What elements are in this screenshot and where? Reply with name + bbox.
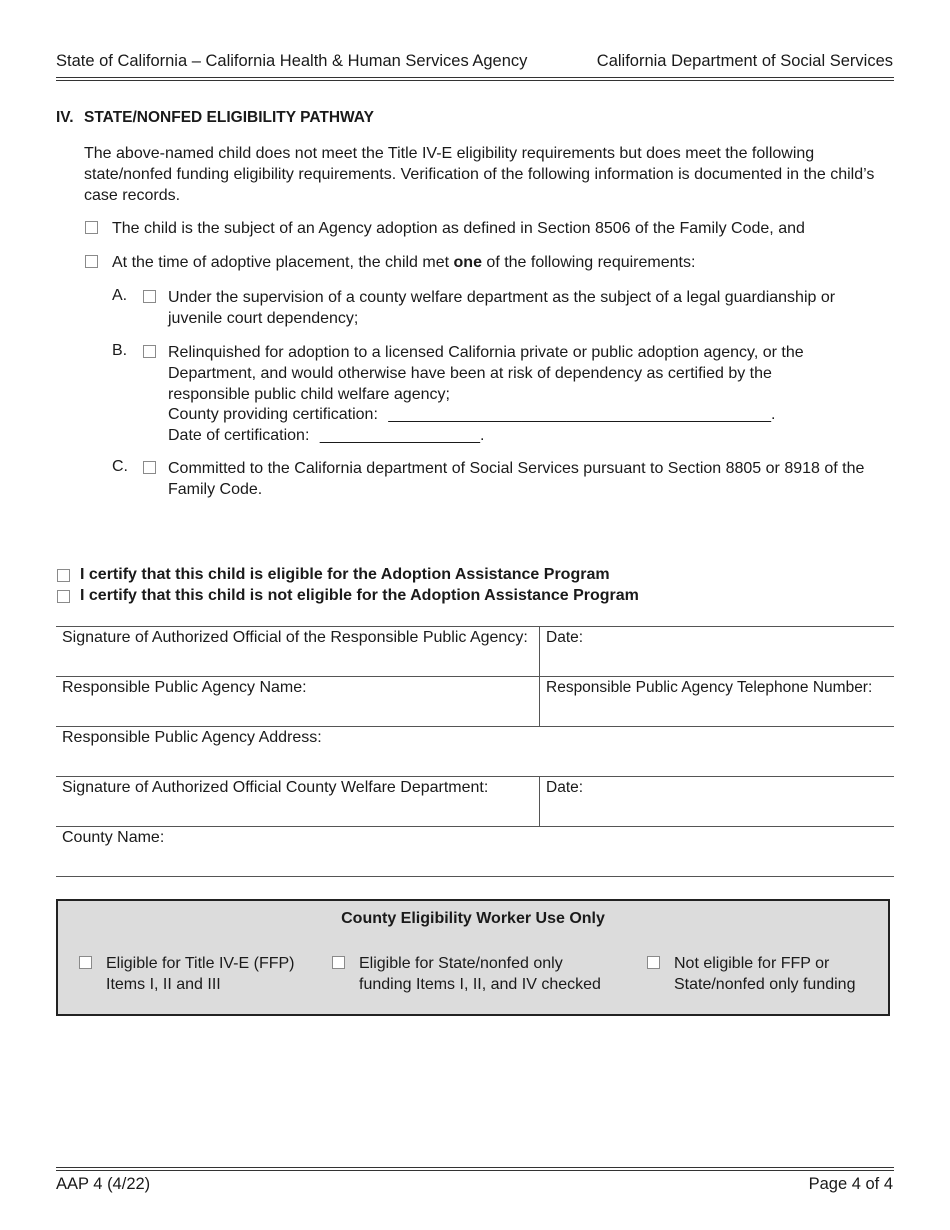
agency-phone-label: Responsible Public Agency Telephone Number: xyxy=(546,679,873,696)
responsible-agency-date-field[interactable] xyxy=(540,627,895,677)
agency-adoption-text: The child is the subject of an Agency adoption as defined in Section 8506 of the Family Code, and xyxy=(112,220,805,237)
not-eligible-checkbox[interactable] xyxy=(647,956,660,969)
header-rule xyxy=(56,77,894,81)
section-heading: STATE/NONFED ELIGIBILITY PATHWAY xyxy=(84,109,374,126)
worker-use-box xyxy=(56,899,890,1016)
state-nonfed-option xyxy=(359,953,601,995)
table-row xyxy=(56,677,894,727)
adoptive-placement-checkbox[interactable] xyxy=(85,255,98,268)
sub-b-letter: B. xyxy=(112,342,128,359)
not-eligible-line2: State/nonfed only funding xyxy=(674,976,856,993)
sub-c-letter: C. xyxy=(112,458,128,475)
responsible-agency-signature-field[interactable] xyxy=(56,627,540,677)
county-certification-row xyxy=(168,404,775,425)
not-eligible-line1: Not eligible for FFP or xyxy=(674,955,830,972)
agency-address-field[interactable] xyxy=(56,727,894,777)
not-eligible-option xyxy=(674,953,855,995)
form-id: AAP 4 (4/22) xyxy=(56,1175,151,1193)
title-ive-checkbox[interactable] xyxy=(79,956,92,969)
sub-b-checkbox[interactable] xyxy=(143,345,156,358)
agency-adoption-checkbox[interactable] xyxy=(85,221,98,234)
county-certification-field[interactable]: ___________________________________________. xyxy=(388,406,776,423)
county-official-signature-label: Signature of Authorized Official County Welfare Department: xyxy=(62,779,489,796)
table-row xyxy=(56,827,894,877)
item2-post: of the following requirements: xyxy=(481,254,696,271)
header-agency: State of California – California Health & Human Services Agency xyxy=(56,52,528,70)
sub-c-checkbox[interactable] xyxy=(143,461,156,474)
title-ive-line1: Eligible for Title IV-E (FFP) xyxy=(106,955,295,972)
county-official-signature-field[interactable] xyxy=(56,777,540,827)
certify-eligible-checkbox[interactable] xyxy=(57,569,70,582)
state-nonfed-line1: Eligible for State/nonfed only xyxy=(359,955,563,972)
county-official-date-label: Date: xyxy=(546,779,584,796)
certification-date-label: Date of certification: xyxy=(168,427,310,444)
certification-date-field[interactable]: __________________. xyxy=(319,427,485,444)
certify-not-eligible-checkbox[interactable] xyxy=(57,590,70,603)
sub-c-text: Committed to the California department of Social Services pursuant to Section 8805 or 8918 of the Family Code. xyxy=(168,460,865,498)
section-title xyxy=(56,109,374,127)
sub-a-checkbox[interactable] xyxy=(143,290,156,303)
title-ive-line2: Items I, II and III xyxy=(106,976,221,993)
agency-name-field[interactable] xyxy=(56,677,540,727)
worker-box-title: County Eligibility Worker Use Only xyxy=(341,910,605,927)
county-certification-label: County providing certification: xyxy=(168,406,378,423)
sub-b-text: Relinquished for adoption to a licensed California private or public adoption agency, or the Department, and would otherwise have been at risk of dependency as certified by the responsible public child welfare agency; xyxy=(168,344,804,403)
item2-bold: one xyxy=(453,254,482,271)
item2-pre: At the time of adoptive placement, the child met xyxy=(112,254,454,271)
agency-phone-field[interactable] xyxy=(540,677,895,727)
county-name-label: County Name: xyxy=(62,829,165,846)
page-number: Page 4 of 4 xyxy=(808,1175,893,1193)
signature-table xyxy=(56,626,894,877)
agency-name-label: Responsible Public Agency Name: xyxy=(62,679,307,696)
state-nonfed-checkbox[interactable] xyxy=(332,956,345,969)
adoptive-placement-text xyxy=(112,252,695,273)
certify-not-eligible-text: I certify that this child is not eligible for the Adoption Assistance Program xyxy=(80,587,639,604)
section-number: IV. xyxy=(56,109,74,126)
county-official-date-field[interactable] xyxy=(540,777,895,827)
certification-date-row xyxy=(168,425,484,446)
table-row xyxy=(56,727,894,777)
table-row xyxy=(56,777,894,827)
sub-a-letter: A. xyxy=(112,287,128,304)
certify-eligible-text: I certify that this child is eligible for the Adoption Assistance Program xyxy=(80,566,610,583)
section-intro: The above-named child does not meet the Title IV-E eligibility requirements but does meet the following state/nonfed funding eligibility requirements. Verification of the following information is documented in the child’s case records. xyxy=(84,145,875,204)
state-nonfed-line2: funding Items I, II, and IV checked xyxy=(359,976,601,993)
responsible-agency-date-label: Date: xyxy=(546,629,584,646)
responsible-agency-signature-label: Signature of Authorized Official of the Responsible Public Agency: xyxy=(62,629,528,646)
header-department: California Department of Social Services xyxy=(596,52,893,70)
footer-rule xyxy=(56,1167,894,1171)
title-ive-option xyxy=(106,953,295,995)
sub-a-text: Under the supervision of a county welfare department as the subject of a legal guardianship or juvenile court dependency; xyxy=(168,289,836,327)
county-name-field[interactable] xyxy=(56,827,894,877)
table-row xyxy=(56,627,894,677)
agency-address-label: Responsible Public Agency Address: xyxy=(62,729,322,746)
